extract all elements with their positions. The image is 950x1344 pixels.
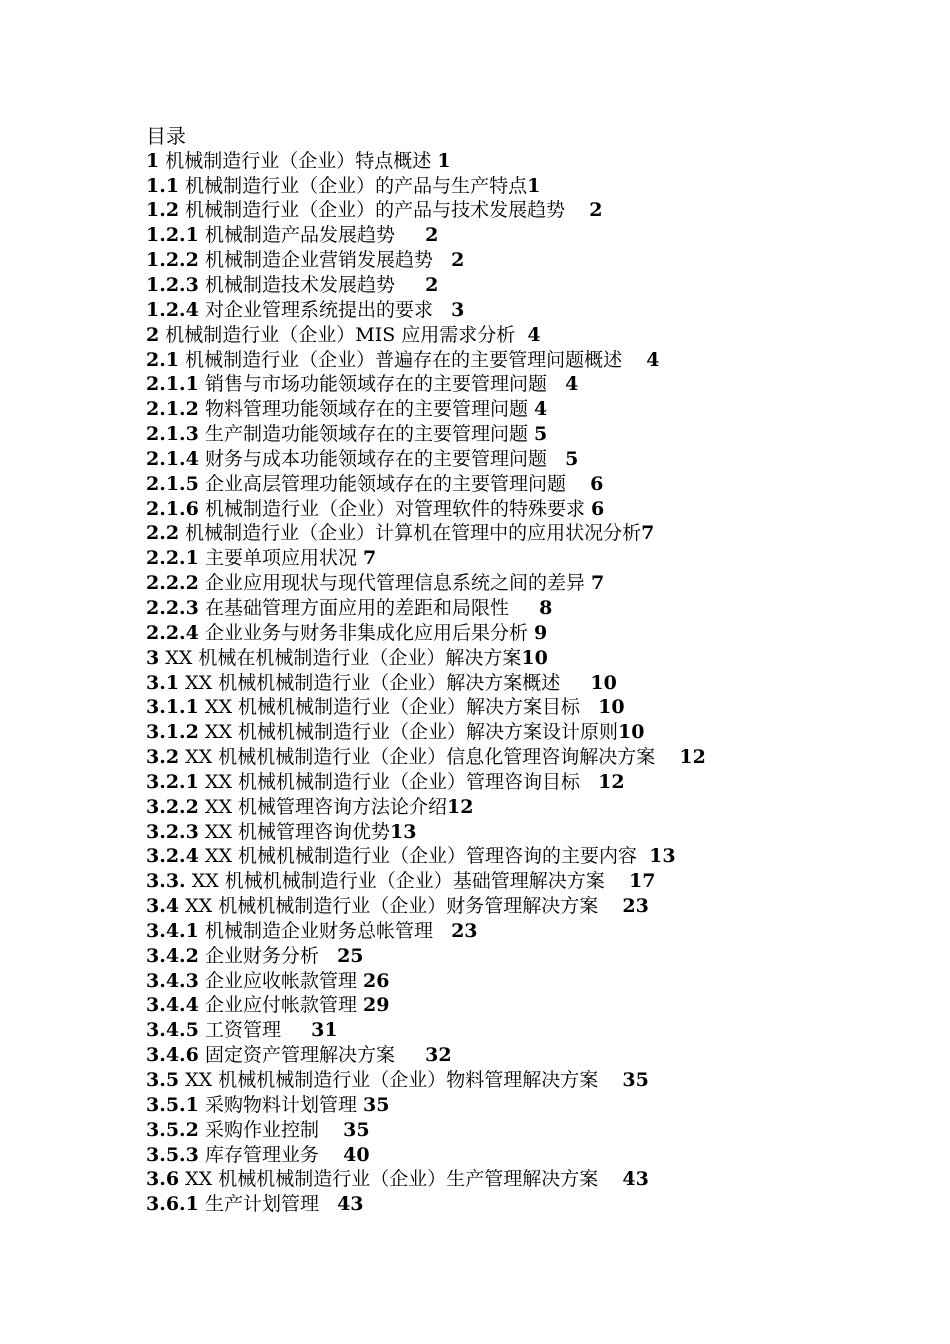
toc-entry-number: 3.2 <box>146 746 180 769</box>
toc-entry-title: 机械制造企业财务总帐管理 <box>204 919 433 942</box>
toc-entry-page-number: 7 <box>591 572 605 595</box>
toc-entry[interactable] <box>146 596 936 621</box>
toc-entry[interactable] <box>146 273 936 298</box>
toc-entry[interactable] <box>146 397 936 422</box>
toc-entry[interactable] <box>146 993 936 1018</box>
toc-entry-title: 企业应收帐款管理 <box>204 969 357 992</box>
toc-entry-title: 物料管理功能领域存在的主要管理问题 <box>204 398 528 421</box>
toc-entry-title: 机械制造行业（企业）对管理软件的特殊要求 <box>204 497 585 520</box>
toc-entry-page-number: 6 <box>591 497 605 520</box>
toc-entry-number: 3.4.4 <box>146 994 199 1017</box>
toc-entry-page-number: 7 <box>363 547 377 570</box>
toc-entry-title: 机械制造企业营销发展趋势 <box>204 249 433 272</box>
toc-entry-page-number: 2 <box>425 224 439 247</box>
toc-entry[interactable] <box>146 348 936 373</box>
toc-entry[interactable] <box>146 149 936 174</box>
toc-entry-page-number: 23 <box>451 919 478 942</box>
toc-entry-number: 2.1.2 <box>146 398 199 421</box>
toc-entry-number: 2.2 <box>146 522 180 545</box>
toc-entry-page-number: 4 <box>527 323 541 346</box>
toc-entry-number: 3.4.6 <box>146 1044 199 1067</box>
toc-entry-number: 3.5.1 <box>146 1093 199 1116</box>
toc-entry-separator <box>395 274 425 296</box>
toc-entry-title: 采购物料计划管理 <box>204 1093 357 1116</box>
toc-entry-page-number: 6 <box>590 472 604 495</box>
toc-entry[interactable] <box>146 1118 936 1143</box>
toc-entry-page-number: 23 <box>622 895 649 918</box>
toc-entry-separator <box>319 1144 343 1166</box>
toc-entry-separator <box>547 373 565 395</box>
toc-entry-number: 3.6 <box>146 1168 180 1191</box>
toc-entry-page-number: 3 <box>451 298 465 321</box>
toc-entry-title: 企业财务分析 <box>204 944 319 967</box>
toc-entry-title: 机械制造行业（企业）普遍存在的主要管理问题概述 <box>185 348 623 371</box>
toc-entry-separator <box>281 1019 311 1041</box>
toc-entry-separator <box>515 324 527 346</box>
toc-entry-number: 2.1 <box>146 348 180 371</box>
toc-entry-title: XX 机械机械制造行业（企业）信息化管理咨询解决方案 <box>185 746 656 769</box>
toc-entry-separator <box>433 920 451 942</box>
toc-entry[interactable] <box>146 472 936 497</box>
toc-entry-title: XX 机械在机械制造行业（企业）解决方案 <box>165 646 522 669</box>
toc-entry-page-number: 43 <box>622 1168 649 1191</box>
toc-entry-separator <box>655 746 679 768</box>
toc-entry[interactable] <box>146 795 936 820</box>
toc-entry[interactable] <box>146 223 936 248</box>
toc-entry-title: 主要单项应用状况 <box>204 547 357 570</box>
toc-entry[interactable] <box>146 1167 936 1192</box>
toc-entry-number: 3.6.1 <box>146 1193 199 1216</box>
toc-entry-title: 企业业务与财务非集成化应用后果分析 <box>204 621 528 644</box>
toc-entry[interactable] <box>146 298 936 323</box>
toc-entry[interactable] <box>146 919 936 944</box>
toc-entry-number: 3 <box>146 646 160 669</box>
toc-entry-page-number: 1 <box>527 174 541 197</box>
toc-entry-page-number: 17 <box>628 870 656 893</box>
toc-entry-page-number: 10 <box>618 721 645 744</box>
toc-entry-page-number: 2 <box>589 199 603 222</box>
toc-entry-number: 3.5.3 <box>146 1143 199 1166</box>
toc-entry-title: XX 机械机械制造行业（企业）财务管理解决方案 <box>185 895 599 918</box>
toc-entry-number: 3.4.3 <box>146 969 199 992</box>
toc-entry-separator <box>547 448 565 470</box>
toc-entry-page-number: 5 <box>534 423 548 446</box>
toc-entry-separator <box>509 597 539 619</box>
toc-entry-title: 销售与市场功能领域存在的主要管理问题 <box>204 373 547 396</box>
toc-entry-title: XX 机械机械制造行业（企业）管理咨询目标 <box>204 770 581 793</box>
toc-entry-number: 3.4.1 <box>146 919 199 942</box>
toc-entry-separator <box>637 845 649 867</box>
toc-entry-separator <box>319 1193 337 1215</box>
toc-entry[interactable] <box>146 447 936 472</box>
toc-entry-separator <box>565 199 589 221</box>
toc-entry-title: 工资管理 <box>204 1019 281 1042</box>
toc-entry-title: 生产制造功能领域存在的主要管理问题 <box>204 423 528 446</box>
toc-entry-number: 2.1.3 <box>146 423 199 446</box>
toc-entry[interactable] <box>146 323 936 348</box>
toc-entry-title: 财务与成本功能领域存在的主要管理问题 <box>204 447 547 470</box>
toc-entry-page-number: 35 <box>343 1118 370 1141</box>
toc-entry-separator <box>560 672 590 694</box>
toc-entry-number: 1.1 <box>146 174 180 197</box>
toc-entry-separator <box>605 870 629 892</box>
toc-entry-separator <box>598 1069 622 1091</box>
toc-entry[interactable] <box>146 770 936 795</box>
toc-entry-number: 2.2.4 <box>146 621 199 644</box>
toc-entry-separator <box>598 895 622 917</box>
toc-entry-title: XX 机械机械制造行业（企业）管理咨询的主要内容 <box>204 845 638 868</box>
toc-entry-title: 采购作业控制 <box>204 1118 319 1141</box>
toc-entry-number: 1.2.3 <box>146 274 199 297</box>
toc-entry-number: 1.2.1 <box>146 224 199 247</box>
toc-entry[interactable] <box>146 844 936 869</box>
toc-entry[interactable] <box>146 546 936 571</box>
toc-entry-page-number: 35 <box>622 1069 649 1092</box>
toc-entry[interactable] <box>146 1143 936 1168</box>
toc-entry-page-number: 9 <box>534 621 548 644</box>
toc-entry-title: 企业应用现状与现代管理信息系统之间的差异 <box>204 572 585 595</box>
toc-entry-page-number: 5 <box>565 447 579 470</box>
toc-entry-page-number: 4 <box>534 398 548 421</box>
toc-entry[interactable] <box>146 372 936 397</box>
toc-entry-number: 2.1.6 <box>146 497 199 520</box>
toc-entry-separator <box>319 1119 343 1141</box>
toc-entry[interactable] <box>146 198 936 223</box>
toc-entry-separator <box>395 1044 425 1066</box>
toc-entry-number: 2.1.4 <box>146 447 199 470</box>
toc-entry-separator <box>622 349 646 371</box>
toc-entry-page-number: 4 <box>565 373 579 396</box>
toc-entry-page-number: 10 <box>598 696 625 719</box>
toc-entry[interactable] <box>146 671 936 696</box>
toc-entry-title: 机械制造技术发展趋势 <box>204 274 395 297</box>
toc-entry[interactable] <box>146 969 936 994</box>
toc-entry[interactable] <box>146 1043 936 1068</box>
toc-entry-page-number: 2 <box>451 249 465 272</box>
toc-entry-number: 3.4 <box>146 895 180 918</box>
toc-entry-separator <box>580 696 598 718</box>
toc-entry-title: XX 机械机械制造行业（企业）物料管理解决方案 <box>185 1069 599 1092</box>
toc-entry-title: XX 机械机械制造行业（企业）解决方案设计原则 <box>204 721 619 744</box>
toc-entry[interactable] <box>146 695 936 720</box>
toc-entry-number: 3.5 <box>146 1069 180 1092</box>
toc-entry-number: 1.2.2 <box>146 249 199 272</box>
toc-entry-page-number: 4 <box>646 348 660 371</box>
toc-entry[interactable] <box>146 1018 936 1043</box>
toc-entry-number: 3.2.4 <box>146 845 199 868</box>
toc-entry-title: XX 机械机械制造行业（企业）生产管理解决方案 <box>185 1168 599 1191</box>
toc-entry-number: 3.1 <box>146 671 180 694</box>
toc-entry-separator <box>395 224 425 246</box>
toc-entry[interactable] <box>146 174 936 199</box>
toc-entry-number: 2.1.5 <box>146 472 199 495</box>
toc-entry-page-number: 12 <box>598 770 625 793</box>
toc-entry-title: 机械制造行业（企业）MIS 应用需求分析 <box>165 323 516 346</box>
toc-entry-page-number: 8 <box>539 596 553 619</box>
toc-heading: 目录 <box>146 124 186 148</box>
toc-entry-page-number: 12 <box>679 746 706 769</box>
toc-entry[interactable] <box>146 571 936 596</box>
toc-entry[interactable] <box>146 720 936 745</box>
toc-entry-title: XX 机械机械制造行业（企业）基础管理解决方案 <box>191 870 605 893</box>
toc-entry-page-number: 25 <box>337 944 364 967</box>
toc-entry[interactable] <box>146 1068 936 1093</box>
toc-entry[interactable] <box>146 820 936 845</box>
toc-entry-title: XX 机械管理咨询方法论介绍 <box>204 795 448 818</box>
toc-entry-separator <box>433 299 451 321</box>
toc-entry-number: 3.1.2 <box>146 721 199 744</box>
toc-entry-number: 1.2 <box>146 199 180 222</box>
toc-entry[interactable] <box>146 869 936 894</box>
toc-entry-title: XX 机械机械制造行业（企业）解决方案目标 <box>204 696 581 719</box>
toc-entry-title: 生产计划管理 <box>204 1193 319 1216</box>
toc-entry-page-number: 43 <box>337 1193 364 1216</box>
toc-entry-title: 固定资产管理解决方案 <box>204 1044 395 1067</box>
toc-entry-page-number: 12 <box>447 795 474 818</box>
toc-entry[interactable] <box>146 745 936 770</box>
toc-entry-page-number: 40 <box>343 1143 370 1166</box>
toc-entry-number: 1 <box>146 149 160 172</box>
toc-entry-number: 1.2.4 <box>146 298 199 321</box>
toc-entry-page-number: 7 <box>641 522 655 545</box>
toc-entry-number: 2.2.3 <box>146 596 199 619</box>
toc-entry-title: 机械制造产品发展趋势 <box>204 224 395 247</box>
toc-entry-title: 对企业管理系统提出的要求 <box>204 298 433 321</box>
toc-entry-title: XX 机械管理咨询优势 <box>204 820 391 843</box>
toc-entry-title: 机械制造行业（企业）的产品与生产特点 <box>185 174 528 197</box>
toc-entry-separator <box>566 473 590 495</box>
toc-entry-number: 3.4.2 <box>146 944 199 967</box>
toc-entry-title: 机械制造行业（企业）特点概述 <box>165 149 432 172</box>
toc-entry-number: 3.2.1 <box>146 770 199 793</box>
toc-entry[interactable] <box>146 521 936 546</box>
toc-entry[interactable] <box>146 944 936 969</box>
toc-entry[interactable] <box>146 497 936 522</box>
toc-entry-number: 3.5.2 <box>146 1118 199 1141</box>
toc-entry[interactable] <box>146 248 936 273</box>
toc-entry-separator <box>433 249 451 271</box>
toc-entry-title: 机械制造行业（企业）计算机在管理中的应用状况分析 <box>185 522 642 545</box>
toc-entry-number: 2.2.2 <box>146 572 199 595</box>
toc-entry-number: 2 <box>146 323 160 346</box>
toc-entry-number: 2.2.1 <box>146 547 199 570</box>
toc-entry-page-number: 31 <box>311 1019 338 1042</box>
toc-entry-page-number: 10 <box>521 646 548 669</box>
toc-entry-number: 3.1.1 <box>146 696 199 719</box>
toc-entry[interactable] <box>146 646 936 671</box>
document-page <box>146 124 936 1217</box>
toc-entry-separator <box>598 1168 622 1190</box>
toc-entry-page-number: 35 <box>363 1093 390 1116</box>
toc-entry-title: 企业应付帐款管理 <box>204 994 357 1017</box>
toc-entry-page-number: 29 <box>363 994 390 1017</box>
table-of-contents <box>146 149 936 1217</box>
toc-entry[interactable] <box>146 894 936 919</box>
toc-entry-page-number: 2 <box>425 274 439 297</box>
toc-entry-title: XX 机械机械制造行业（企业）解决方案概述 <box>185 671 561 694</box>
toc-entry-page-number: 26 <box>363 969 390 992</box>
toc-entry[interactable] <box>146 621 936 646</box>
toc-entry-number: 3.2.3 <box>146 820 199 843</box>
toc-entry-separator <box>580 771 598 793</box>
toc-entry[interactable] <box>146 1093 936 1118</box>
toc-entry[interactable] <box>146 1192 936 1217</box>
toc-entry-number: 2.1.1 <box>146 373 199 396</box>
toc-entry-number: 3.3. <box>146 870 186 893</box>
toc-entry[interactable] <box>146 422 936 447</box>
toc-entry-page-number: 10 <box>590 671 617 694</box>
toc-entry-title: 机械制造行业（企业）的产品与技术发展趋势 <box>185 199 566 222</box>
toc-entry-number: 3.4.5 <box>146 1019 199 1042</box>
toc-entry-number: 3.2.2 <box>146 795 199 818</box>
toc-entry-separator <box>319 945 337 967</box>
toc-entry-page-number: 32 <box>425 1044 452 1067</box>
toc-entry-page-number: 13 <box>649 845 676 868</box>
toc-entry-page-number: 13 <box>390 820 417 843</box>
toc-entry-title: 在基础管理方面应用的差距和局限性 <box>204 596 509 619</box>
toc-entry-title: 企业高层管理功能领域存在的主要管理问题 <box>204 472 566 495</box>
toc-entry-title: 库存管理业务 <box>204 1143 319 1166</box>
toc-entry-page-number: 1 <box>437 149 451 172</box>
